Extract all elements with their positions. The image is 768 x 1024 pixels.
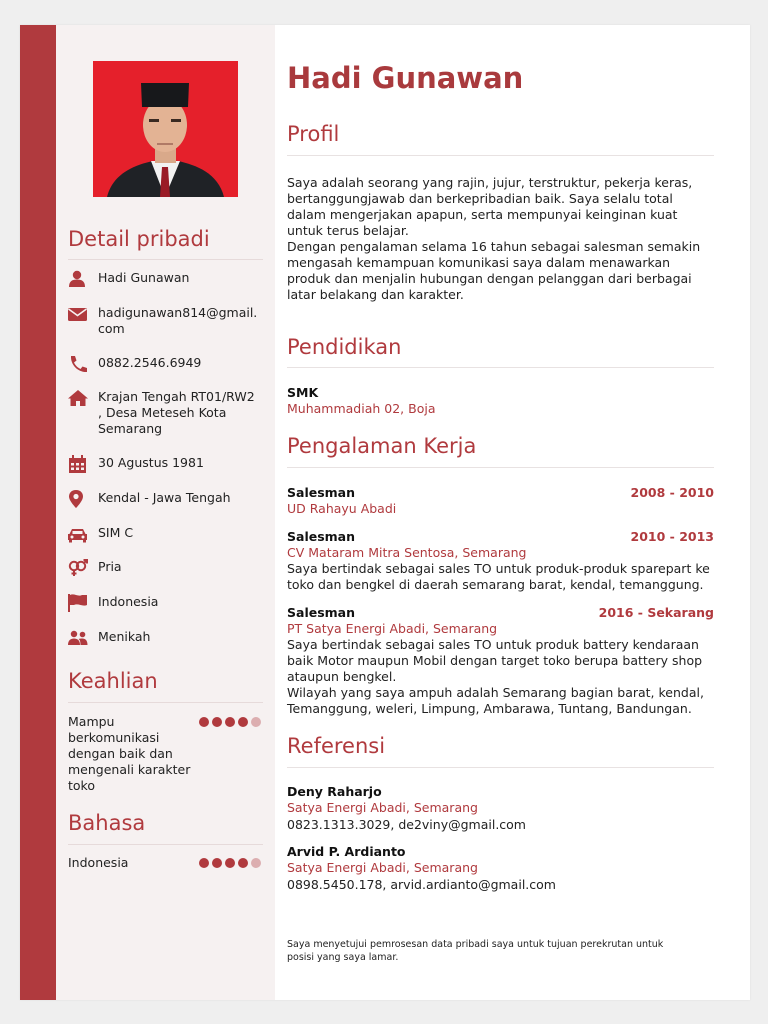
job-dates: 2016 - Sekarang bbox=[598, 605, 714, 620]
reference-company: Satya Energi Abadi, Semarang bbox=[287, 800, 478, 815]
skill-rating bbox=[199, 717, 265, 727]
reference-name: Arvid P. Ardianto bbox=[287, 844, 406, 859]
job-dates: 2010 - 2013 bbox=[630, 529, 714, 544]
sidebar bbox=[56, 25, 275, 1000]
detail-nationality: Indonesia bbox=[98, 594, 159, 609]
divider bbox=[68, 702, 263, 703]
reference-contact: 0898.5450.178, arvid.ardianto@gmail.com bbox=[287, 877, 556, 892]
job-title: Salesman bbox=[287, 605, 355, 620]
job-company: UD Rahayu Abadi bbox=[287, 501, 397, 516]
candidate-name: Hadi Gunawan bbox=[287, 61, 524, 95]
divider bbox=[68, 844, 263, 845]
location-pin-icon bbox=[68, 490, 88, 508]
education-school: SMK bbox=[287, 385, 319, 400]
job-title: Salesman bbox=[287, 529, 355, 544]
consent-note: Saya menyetujui pemrosesan data pribadi saya untuk tujuan perekrutan untuk posisi yang saya lamar. bbox=[287, 939, 664, 963]
education-place: Muhammadiah 02, Boja bbox=[287, 401, 436, 416]
job-company: PT Satya Energi Abadi, Semarang bbox=[287, 621, 498, 636]
profile-photo bbox=[93, 61, 238, 197]
detail-marital-status: Menikah bbox=[98, 629, 151, 644]
rating-dot bbox=[238, 858, 248, 868]
detail-heading: Detail pribadi bbox=[68, 227, 210, 251]
resume-page bbox=[20, 25, 750, 1000]
skill-text: Mampu berkomunikasi dengan baik dan mengenali karakter toko bbox=[68, 714, 191, 793]
detail-gender: Pria bbox=[98, 559, 122, 574]
education-heading: Pendidikan bbox=[287, 335, 402, 359]
rating-dot-empty bbox=[251, 717, 261, 727]
job-title: Salesman bbox=[287, 485, 355, 500]
reference-contact: 0823.1313.3029, de2viny@gmail.com bbox=[287, 817, 526, 832]
rating-dot bbox=[212, 717, 222, 727]
person-icon bbox=[68, 270, 88, 288]
references-heading: Referensi bbox=[287, 734, 386, 758]
home-icon bbox=[68, 389, 88, 407]
job-description: Saya bertindak sebagai sales TO untuk produk-produk sparepart ke toko dan bengkel di daerah semarang barat, kendal, temanggung. bbox=[287, 561, 710, 592]
calendar-icon bbox=[68, 455, 88, 473]
rating-dot bbox=[212, 858, 222, 868]
language-text: Indonesia bbox=[68, 855, 129, 870]
skills-heading: Keahlian bbox=[68, 669, 158, 693]
divider bbox=[68, 259, 263, 260]
detail-license: SIM C bbox=[98, 525, 134, 540]
detail-email: hadigunawan814@gmail. com bbox=[98, 305, 258, 336]
divider bbox=[287, 367, 714, 368]
people-icon bbox=[68, 629, 88, 647]
flag-icon bbox=[68, 594, 88, 612]
divider bbox=[287, 155, 714, 156]
rating-dot bbox=[199, 717, 209, 727]
divider bbox=[287, 467, 714, 468]
detail-birthdate: 30 Agustus 1981 bbox=[98, 455, 204, 470]
rating-dot bbox=[238, 717, 248, 727]
envelope-icon bbox=[68, 305, 88, 323]
divider bbox=[287, 767, 714, 768]
job-description: Saya bertindak sebagai sales TO untuk produk battery kendaraan baik Motor maupun Mobil dengan target toko berupa battery shop ataupun bengkel. Wilayah yang saya ampuh adalah Semarang bagian barat, kendal, Temanggung, weleri, Limpung, Ambarawa, Tuntang, Bandungan. bbox=[287, 637, 704, 716]
experience-heading: Pengalaman Kerja bbox=[287, 434, 477, 458]
detail-phone: 0882.2546.6949 bbox=[98, 355, 202, 370]
gender-icon bbox=[68, 559, 88, 577]
accent-bar bbox=[20, 25, 56, 1000]
reference-name: Deny Raharjo bbox=[287, 784, 382, 799]
rating-dot bbox=[199, 858, 209, 868]
language-rating bbox=[199, 858, 265, 868]
detail-birthplace: Kendal - Jawa Tengah bbox=[98, 490, 231, 505]
profile-text: Saya adalah seorang yang rajin, jujur, terstruktur, pekerja keras, bertanggungjawab dan berkepribadian baik. Saya selalu total dalam mengerjakan apapun, serta mempunyai keinginan kuat untuk terus belajar. Dengan pengalaman selama 16 tahun sebagai salesman semakin mengasah kemampuan komunikasi saya dalam menawarkan produk dan menjalin hubungan dengan pelanggan dari berbagai latar belakang dan karakter. bbox=[287, 175, 701, 302]
job-dates: 2008 - 2010 bbox=[630, 485, 714, 500]
detail-address: Krajan Tengah RT01/RW2 , Desa Meteseh Kota Semarang bbox=[98, 389, 255, 436]
phone-icon bbox=[68, 355, 88, 373]
car-icon bbox=[68, 525, 88, 543]
reference-company: Satya Energi Abadi, Semarang bbox=[287, 860, 478, 875]
rating-dot-empty bbox=[251, 858, 261, 868]
languages-heading: Bahasa bbox=[68, 811, 146, 835]
rating-dot bbox=[225, 858, 235, 868]
profile-heading: Profil bbox=[287, 122, 340, 146]
job-company: CV Mataram Mitra Sentosa, Semarang bbox=[287, 545, 527, 560]
main-content bbox=[275, 25, 750, 1000]
detail-name: Hadi Gunawan bbox=[98, 270, 190, 285]
rating-dot bbox=[225, 717, 235, 727]
